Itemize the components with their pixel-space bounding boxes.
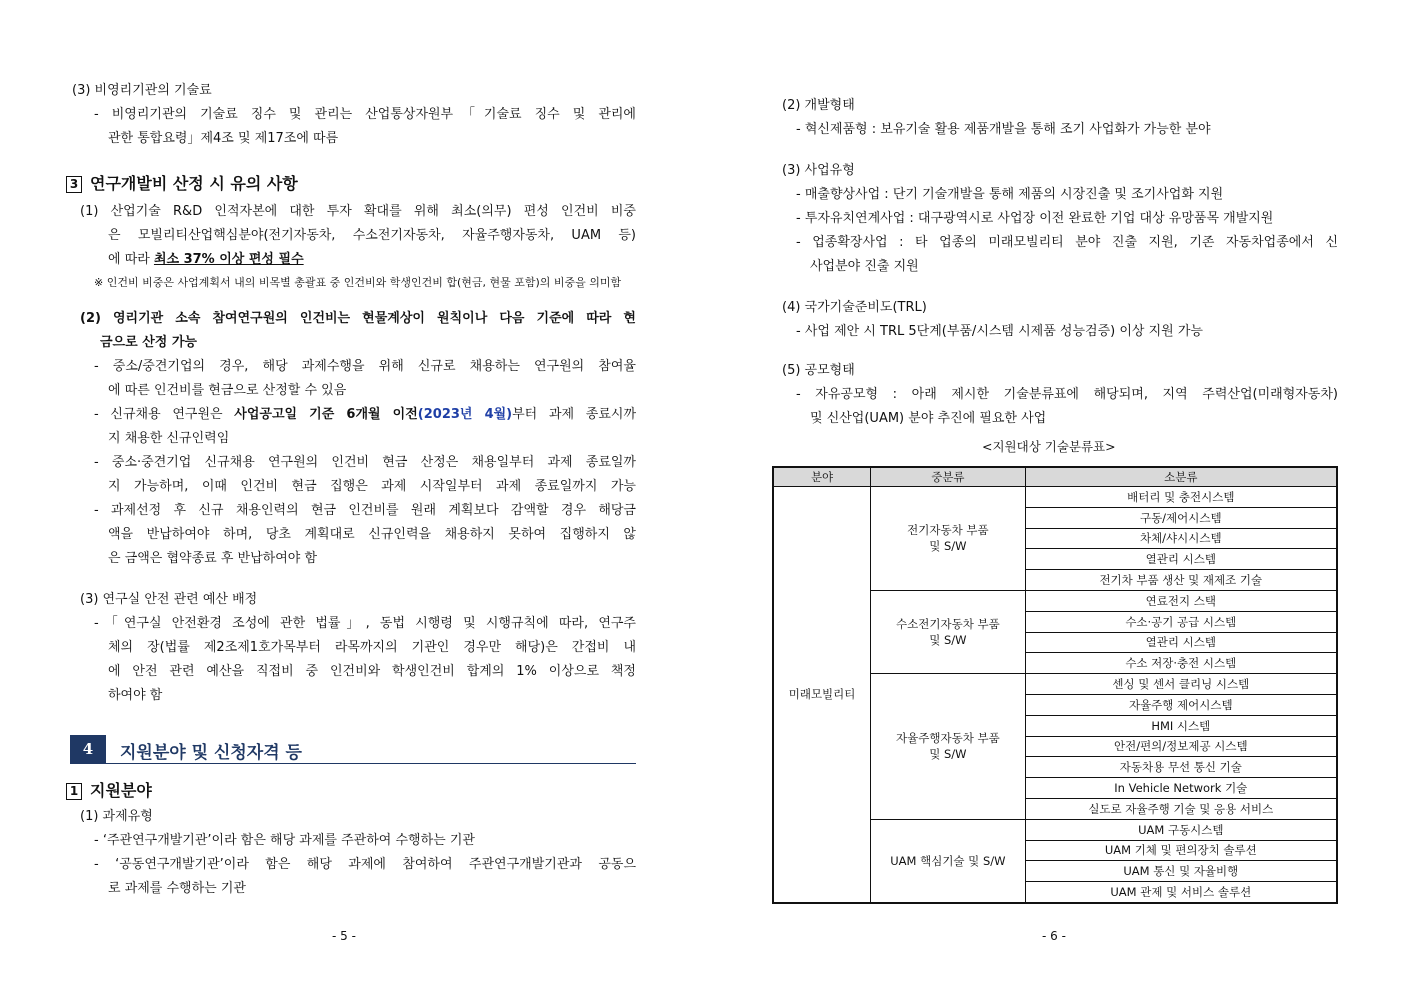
paragraph-line: -「연구실 안전환경 조성에 관한 법률」, 동법 시행령 및 시행규칙에 따라, 연구주 [94,616,636,631]
subcategory-cell: 자율주행 제어시스템 [1025,694,1337,715]
subcategory-cell: UAM 통신 및 자율비행 [1025,861,1337,882]
tech-classification-table [772,466,1338,904]
paragraph-line: 은 금액은 협약종료 후 반납하여야 함 [108,551,318,566]
category-line: 및 S/W [929,539,967,554]
text-run: - 신규채용 연구원은 [94,407,223,422]
paragraph-line: 은 모빌리티산업핵심분야(전기자동차, 수소전기자동차, 자율주행자동차, UAM 등) [108,228,636,243]
subcategory-cell: 열관리 시스템 [1025,632,1337,653]
header-category: 중분류 [871,467,1025,487]
category-line: 수소전기자동차 부품 [896,617,1000,632]
text-run: 부터 과제 종료시까 [512,407,637,422]
emphasis-text: 최소 37% 이상 편성 필수 [153,252,304,267]
text-run: 에 따라 [108,252,150,267]
paragraph-line: 체의 장(법률 제2조제1호가목부터 라목까지의 기관인 경우만 해당)은 간접비 내 [108,640,636,655]
category-cell [871,590,1025,673]
paragraph-line: 로 과제를 수행하는 기관 [108,881,246,896]
paragraph-line: 액을 반납하여야 하며, 당초 계획대로 신규인력을 채용하지 못하여 집행하지 않 [108,527,636,542]
paragraph-line: 관한 통합요령」제4조 및 제17조에 따름 [108,131,339,146]
heading-number: 1 [66,783,82,800]
subcategory-cell: UAM 관제 및 서비스 솔루션 [1025,882,1337,903]
subsection-heading: (3) 비영리기관의 기술료 [72,83,212,98]
category-cell [871,674,1025,820]
paragraph-line [94,406,636,424]
subcategory-cell: 연료전지 스택 [1025,590,1337,611]
paragraph-line: - 과제선정 후 신규 채용인력의 현금 인건비를 원래 계획보다 감액할 경우 해당금 [94,503,636,518]
page-number: - 5 - [332,929,356,943]
table-caption: <지원대상 기술분류표> [982,439,1116,454]
subcategory-cell: HMI 시스템 [1025,715,1337,736]
subcategory-cell: 차체/샤시시스템 [1025,528,1337,549]
paragraph-line: - 중소/중견기업의 경우, 해당 과제수행을 위해 신규로 채용하는 연구원의 참여율 [94,359,636,374]
paragraph-line: - ‘공동연구개발기관’이라 함은 해당 과제에 참여하여 주관연구개발기관과 공동으 [94,857,636,872]
header-subcategory: 소분류 [1025,467,1337,487]
subsection-heading: (5) 공모형태 [782,363,855,378]
subcategory-cell: 열관리 시스템 [1025,549,1337,570]
category-cell [871,819,1025,903]
paragraph-line: 에 안전 관련 예산을 직접비 중 인건비와 학생인건비 합계의 1% 이상으로 책정 [108,664,636,679]
paragraph-line: - 중소·중견기업 신규채용 연구원의 인건비 현금 산정은 채용일부터 과제 종료일까 [94,455,636,470]
table-header-row [773,467,1337,487]
emphasis-text: 사업공고일 기준 6개월 이전 [234,407,418,422]
header-field: 분야 [773,467,871,487]
subsection-heading: (3) 사업유형 [782,163,855,178]
category-line: 및 S/W [929,747,967,762]
paragraph-line: 하여야 함 [108,688,163,703]
category-cell [871,487,1025,591]
section-heading [66,780,152,802]
subcategory-cell: 수소 저장·충전 시스템 [1025,653,1337,674]
paragraph-line: - ‘주관연구개발기관’이라 함은 해당 과제를 주관하여 수행하는 기관 [94,833,475,848]
paragraph-line: (2) 영리기관 소속 참여연구원의 인건비는 현물계상이 원칙이나 다음 기준에 따라 현 [80,311,636,326]
subcategory-cell: UAM 기체 및 편의장치 솔루션 [1025,840,1337,861]
paragraph-line: - 혁신제품형 : 보유기술 활용 제품개발을 통해 조기 사업화가 가능한 분야 [796,122,1211,137]
paragraph-line: 금으로 산정 가능 [100,335,197,350]
heading-text: 연구개발비 산정 시 유의 사항 [90,174,298,193]
subcategory-cell: 실도로 자율주행 기술 및 응용 서비스 [1025,798,1337,819]
category-line: 전기자동차 부품 [907,523,989,538]
paragraph-line: (1) 산업기술 R&D 인적자본에 대한 투자 확대를 위해 최소(의무) 편성 인건비 비중 [80,204,636,219]
paragraph-line: - 자유공모형 : 아래 제시한 기술분류표에 해당되며, 지역 주력산업(미래형자동차) [796,387,1338,402]
subsection-heading: (3) 연구실 안전 관련 예산 배정 [80,592,258,607]
subcategory-cell: 자동차용 무선 통신 기술 [1025,757,1337,778]
paragraph-line: - 업종확장사업 : 타 업종의 미래모빌리티 분야 진출 지원, 기존 자동차업종에서 신 [796,235,1338,250]
page-number: - 6 - [1042,929,1066,943]
section-divider [70,763,636,764]
category-line: 자율주행자동차 부품 [896,731,1000,746]
paragraph-line: - 매출향상사업 : 단기 기술개발을 통해 제품의 시장진출 및 조기사업화 지원 [796,187,1224,202]
field-cell: 미래모빌리티 [773,487,871,903]
subcategory-cell: 수소·공기 공급 시스템 [1025,611,1337,632]
paragraph-line: 지 가능하며, 이때 인건비 현금 집행은 과제 시작일부터 과제 종료일까지 가능 [108,479,636,494]
category-line: 및 S/W [929,633,967,648]
paragraph-line: 사업분야 진출 지원 [810,259,919,274]
section-title: 지원분야 및 신청자격 등 [120,743,302,763]
category-line: UAM 핵심기술 및 S/W [890,853,1006,868]
paragraph-line: 에 따른 인건비를 현금으로 산정할 수 있음 [108,383,347,398]
paragraph-line: - 비영리기관의 기술료 징수 및 관리는 산업통상자원부「기술료 징수 및 관리에 [94,107,636,122]
subcategory-cell: 전기차 부품 생산 및 재제조 기술 [1025,570,1337,591]
paragraph-line: 지 채용한 신규인력임 [108,431,230,446]
heading-number: 3 [66,176,82,193]
section-number-badge: 4 [70,735,106,763]
paragraph-line: 및 신산업(UAM) 분야 추진에 필요한 사업 [810,411,1047,426]
paragraph-line: - 사업 제안 시 TRL 5단계(부품/시스템 시제품 성능검증) 이상 지원 가능 [796,324,1203,339]
heading-text: 지원분야 [90,781,152,800]
subcategory-cell: In Vehicle Network 기술 [1025,778,1337,799]
table-row [773,487,1337,508]
subsection-heading: (1) 과제유형 [80,809,153,824]
subcategory-cell: 구동/제어시스템 [1025,507,1337,528]
subsection-heading: (4) 국가기술준비도(TRL) [782,300,927,315]
paragraph-line: - 투자유치연계사업 : 대구광역시로 사업장 이전 완료한 기업 대상 유망품목 개발지원 [796,211,1274,226]
paragraph-line [108,251,304,269]
subcategory-cell: UAM 구동시스템 [1025,819,1337,840]
highlight-date: (2023년 4월) [417,407,513,422]
subsection-heading: (2) 개발형태 [782,98,855,113]
section-heading [66,173,298,195]
footnote: ※ 인건비 비중은 사업계획서 내의 비목별 총괄표 중 인건비와 학생인건비 합(현금, 현물 포함)의 비중을 의미함 [94,276,622,289]
subcategory-cell: 배터리 및 충전시스템 [1025,487,1337,508]
subcategory-cell: 안전/편의/정보제공 시스템 [1025,736,1337,757]
subcategory-cell: 센싱 및 센서 클리닝 시스템 [1025,674,1337,695]
